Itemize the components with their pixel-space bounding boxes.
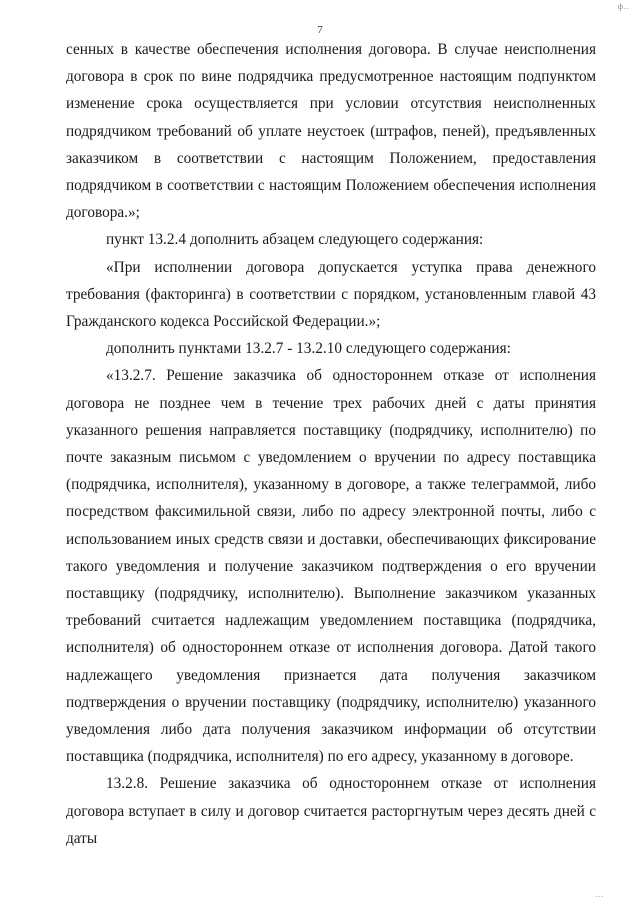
corner-mark-bottom: ... [595, 890, 604, 899]
paragraph-continuation: сенных в качестве обеспечения исполнения договора. В случае неисполнения договора в срок по вине подрядчика предусмотренное настоящим подпунктом изменение срока осуществляется при условии отсутствия неисполненных подрядчиком требований об уплате неустоек (штрафов, пеней), предъявленных заказчиком в соответствии с настоящим Положением, предоставления подрядчиком в соответствии с настоящим Положением обеспечения исполнения договора.»; [66, 41, 596, 222]
paragraph-factoring-quote: «При исполнении договора допускается уступка права денежного требования (факторинга) в соответствии с порядком, установленным главой 43 Гражданского кодекса Российской Федерации.»; [66, 258, 596, 331]
paragraph-13-2-7: «13.2.7. Решение заказчика об одностороннем отказе от исполнения договора не позднее чем в течение трех рабочих дней с даты принятия указанного решения направляется поставщику (подрядчику, исполнителю) по почте заказным письмом с уведомлением о вручении по адресу поставщика (подрядчика, исполнителя), указанному в договоре, а также телеграммой, либо посредством факсимильной связи, либо по адресу электронной почты, либо с использованием иных средств связи и доставки, обеспечивающих фиксирование такого уведомления и получение заказчиком подтверждения о его вручении поставщику (подрядчику, исполнителю). Выполнение заказчиком указанных требований считается надлежащим уведомлением поставщика (подрядчика, исполнителя) об одностороннем отказе от исполнения договора. Датой такого надлежащего уведомления признается дата получения заказчиком подтверждения о вручении поставщику (подрядчику, исполнителю) указанного уведомления либо дата получения заказчиком информации об отсутствии поставщика (подрядчика, исполнителя) по его адресу, указанному в договоре. [66, 367, 596, 766]
document-body [66, 36, 596, 852]
paragraph-add-points: дополнить пунктами 13.2.7 - 13.2.10 следующего содержания: [106, 340, 511, 358]
corner-mark-top: ф.. [617, 2, 630, 11]
paragraph-13-2-8: 13.2.8. Решение заказчика об одностороннем отказе от исполнения договора вступает в силу и договор считается расторгнутым через десять дней с даты [66, 775, 596, 847]
page-number: 7 [317, 24, 323, 36]
paragraph-point-13-2-4: пункт 13.2.4 дополнить абзацем следующего содержания: [106, 231, 484, 249]
